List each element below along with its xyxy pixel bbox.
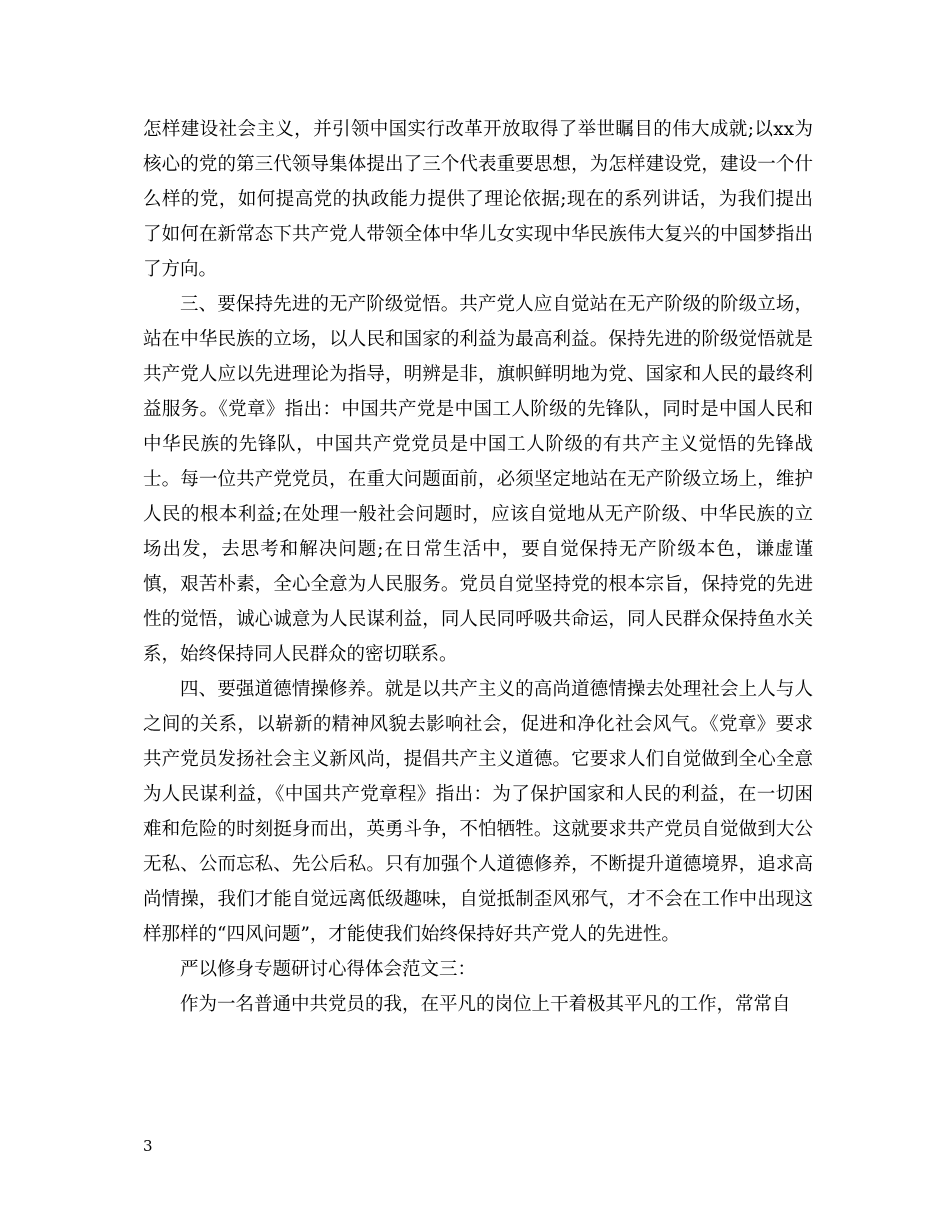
document-body (143, 112, 813, 1022)
paragraph-3: 四、要强道德情操修养。就是以共产主义的高尚道德情操去处理社会上人与人之间的关系，以崭新的精神风貌去影响社会，促进和净化社会风气。《党章》要求共产党员发扬社会主义新风尚，提倡共产主义道德。它要求人们自觉做到全心全意为人民谋利益，《中国共产党章程》指出：为了保护国家和人民的利益，在一切困难和危险的时刻挺身而出，英勇斗争，不怕牺牲。这就要求共产党员自觉做到大公无私、公而忘私、先公后私。只有加强个人道德修养，不断提升道德境界，追求高尚情操，我们才能自觉远离低级趣味，自觉抵制歪风邪气，才不会在工作中出现这样那样的“四风问题”，才能使我们始终保持好共产党人的先进性。 (143, 679, 813, 945)
paragraph-1: 怎样建设社会主义，并引领中国实行改革开放取得了举世瞩目的伟大成就;以xx为核心的党的第三代领导集体提出了三个代表重要思想，为怎样建设党，建设一个什么样的党，如何提高党的执政能力提供了理论依据;现在的系列讲话，为我们提出了如何在新常态下共产党人带领全体中华儿女实现中华民族伟大复兴的中国梦指出了方向。 (143, 119, 813, 280)
paragraph-2: 三、要保持先进的无产阶级觉悟。共产党人应自觉站在无产阶级的阶级立场，站在中华民族的立场，以人民和国家的利益为最高利益。保持先进的阶级觉悟就是共产党人应以先进理论为指导，明辨是非，旗帜鲜明地为党、国家和人民的最终利益服务。《党章》指出：中国共产党是中国工人阶级的先锋队，同时是中国人民和中华民族的先锋队，中国共产党党员是中国工人阶级的有共产主义觉悟的先锋战士。每一位共产党党员，在重大问题面前，必须坚定地站在无产阶级立场上，维护人民的根本利益;在处理一般社会问题时，应该自觉地从无产阶级、中华民族的立场出发，去思考和解决问题;在日常生活中，要自觉保持无产阶级本色，谦虚谨慎，艰苦朴素，全心全意为人民服务。党员自觉坚持党的根本宗旨，保持党的先进性的觉悟，诚心诚意为人民谋利益，同人民同呼吸共命运，同人民群众保持鱼水关系，始终保持同人民群众的密切联系。 (143, 294, 813, 665)
page-number: 3 (143, 1137, 153, 1155)
paragraph-5: 作为一名普通中共党员的我，在平凡的岗位上干着极其平凡的工作，常常自 (180, 994, 791, 1015)
section-heading: 严以修身专题研讨心得体会范文三： (180, 959, 477, 980)
